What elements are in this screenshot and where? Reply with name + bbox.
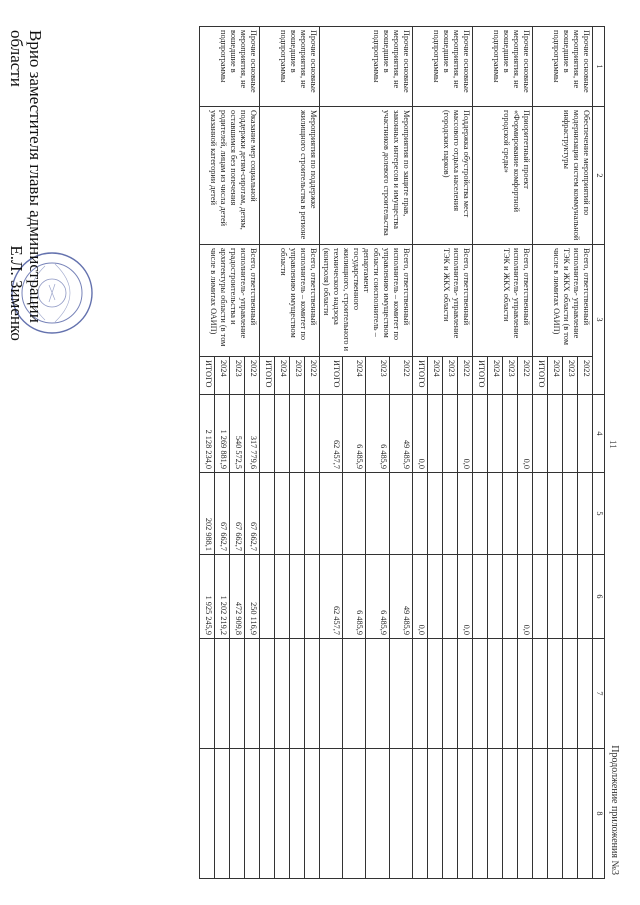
- total-cell: 62 457,7: [320, 395, 343, 473]
- category-cell: Прочие основные мероприятия, не вошедшие в подпрограммы: [260, 27, 320, 107]
- col7-cell: [230, 639, 245, 749]
- col8-cell: [548, 749, 563, 879]
- year-cell: 2022: [389, 357, 412, 395]
- signature-title-cont: области: [7, 30, 26, 87]
- year-cell: 2022: [518, 357, 533, 395]
- regional-cell: 6 485,9: [343, 555, 366, 639]
- regional-cell: 6 485,9: [366, 555, 389, 639]
- regional-cell: 250 116,9: [245, 555, 260, 639]
- year-cell: 2024: [428, 357, 443, 395]
- year-cell: 2022: [578, 357, 593, 395]
- regional-cell: [473, 555, 488, 639]
- col8-cell: [413, 749, 428, 879]
- federal-cell: [428, 473, 443, 555]
- col8-cell: [563, 749, 578, 879]
- event-cell: Мероприятия по поддержке жилищного строительства в регионе: [260, 107, 320, 245]
- signature-title: Врио заместителя главы администрации: [26, 30, 45, 323]
- col8-cell: [578, 749, 593, 879]
- col7-cell: [305, 639, 320, 749]
- federal-cell: [488, 473, 503, 555]
- regional-cell: [578, 555, 593, 639]
- col7-cell: [215, 639, 230, 749]
- col8-cell: [458, 749, 473, 879]
- col7-cell: [518, 639, 533, 749]
- year-cell: 2023: [443, 357, 458, 395]
- total-cell: [428, 395, 443, 473]
- year-cell: ИТОГО: [200, 357, 215, 395]
- total-cell: [443, 395, 458, 473]
- regional-cell: 1 925 245,9: [200, 555, 215, 639]
- signature-name: Е.Л. Зименко: [7, 245, 26, 341]
- event-cell: Мероприятия по защите прав, законных интересов и имущества участников долевого строительства: [320, 107, 413, 245]
- federal-cell: [443, 473, 458, 555]
- col8-cell: [215, 749, 230, 879]
- col8-cell: [320, 749, 343, 879]
- year-cell: 2023: [290, 357, 305, 395]
- col7-cell: [413, 639, 428, 749]
- col8-cell: [275, 749, 290, 879]
- event-cell: Приоритетный проект «Формирование комфортной городской среды»: [473, 107, 533, 245]
- total-cell: 0,0: [518, 395, 533, 473]
- year-cell: 2024: [548, 357, 563, 395]
- col-header: 3: [593, 245, 605, 395]
- total-cell: 317 779,6: [245, 395, 260, 473]
- regional-cell: 0,0: [458, 555, 473, 639]
- executor-cell: Всего, ответственный исполнитель- управление ТЭК и ЖКХ области (в том числе в лимитах ОАИП): [533, 245, 593, 357]
- total-cell: 6 485,9: [366, 395, 389, 473]
- col7-cell: [548, 639, 563, 749]
- regional-cell: 0,0: [518, 555, 533, 639]
- federal-cell: [503, 473, 518, 555]
- total-cell: 0,0: [458, 395, 473, 473]
- col-header: 8: [593, 749, 605, 879]
- regional-cell: 0,0: [413, 555, 428, 639]
- federal-cell: [518, 473, 533, 555]
- col8-cell: [443, 749, 458, 879]
- federal-cell: [320, 473, 343, 555]
- federal-cell: [413, 473, 428, 555]
- table-row: [389, 27, 412, 879]
- total-cell: [578, 395, 593, 473]
- total-cell: [290, 395, 305, 473]
- table-row: [518, 27, 533, 879]
- col8-cell: [428, 749, 443, 879]
- col8-cell: [245, 749, 260, 879]
- total-cell: 49 485,9: [389, 395, 412, 473]
- executor-cell: Всего, ответственный исполнитель – комитет по управлению имуществом области: [260, 245, 320, 357]
- regional-cell: [488, 555, 503, 639]
- regional-cell: [548, 555, 563, 639]
- col7-cell: [245, 639, 260, 749]
- col8-cell: [473, 749, 488, 879]
- col-header: 6: [593, 555, 605, 639]
- year-cell: ИТОГО: [320, 357, 343, 395]
- table-row: [245, 27, 260, 879]
- year-cell: 2024: [343, 357, 366, 395]
- col7-cell: [389, 639, 412, 749]
- col8-cell: [200, 749, 215, 879]
- year-cell: 2024: [488, 357, 503, 395]
- total-cell: [473, 395, 488, 473]
- year-cell: ИТОГО: [413, 357, 428, 395]
- federal-cell: [260, 473, 275, 555]
- column-number-row: [593, 27, 605, 879]
- year-cell: ИТОГО: [473, 357, 488, 395]
- regional-cell: 62 457,7: [320, 555, 343, 639]
- col-header: 4: [593, 395, 605, 473]
- col8-cell: [518, 749, 533, 879]
- total-cell: [305, 395, 320, 473]
- col7-cell: [488, 639, 503, 749]
- federal-cell: 202 988,1: [200, 473, 215, 555]
- event-cell: Поддержка обустройства мест массового отдыха населения (городских парков): [413, 107, 473, 245]
- col7-cell: [260, 639, 275, 749]
- category-cell: Прочие основные мероприятия, не вошедшие в подпрограммы: [533, 27, 593, 107]
- federal-cell: 67 662,7: [245, 473, 260, 555]
- federal-cell: [389, 473, 412, 555]
- col-header: 5: [593, 473, 605, 555]
- col8-cell: [230, 749, 245, 879]
- event-cell: Оказание мер социальной поддержки детям-сиротам, детям, оставшимся без попечения родителей, лицам из числа детей указанной категории детей: [200, 107, 260, 245]
- total-cell: [260, 395, 275, 473]
- col-header: 1: [593, 27, 605, 107]
- regional-cell: [290, 555, 305, 639]
- total-cell: 540 572,5: [230, 395, 245, 473]
- page-number: 11: [608, 440, 618, 449]
- col8-cell: [290, 749, 305, 879]
- continuation-note: Продолжение приложения №3: [609, 745, 620, 875]
- col7-cell: [443, 639, 458, 749]
- total-cell: [503, 395, 518, 473]
- federal-cell: 67 662,7: [230, 473, 245, 555]
- regional-cell: [443, 555, 458, 639]
- col8-cell: [260, 749, 275, 879]
- col8-cell: [488, 749, 503, 879]
- col8-cell: [343, 749, 366, 879]
- col-header: 2: [593, 107, 605, 245]
- year-cell: 2022: [245, 357, 260, 395]
- federal-cell: [305, 473, 320, 555]
- col7-cell: [428, 639, 443, 749]
- table-row: [305, 27, 320, 879]
- col-header: 7: [593, 639, 605, 749]
- col7-cell: [563, 639, 578, 749]
- regional-cell: [260, 555, 275, 639]
- category-cell: Прочие основные мероприятия, не вошедшие в подпрограммы: [320, 27, 413, 107]
- federal-cell: 67 662,7: [215, 473, 230, 555]
- year-cell: 2023: [503, 357, 518, 395]
- regional-cell: [428, 555, 443, 639]
- executor-cell: Всего, ответственный исполнитель- управление ТЭК и ЖКХ области: [473, 245, 533, 357]
- year-cell: 2023: [563, 357, 578, 395]
- regional-cell: [305, 555, 320, 639]
- regional-cell: [563, 555, 578, 639]
- federal-cell: [343, 473, 366, 555]
- federal-cell: [458, 473, 473, 555]
- total-cell: [275, 395, 290, 473]
- category-cell: Прочие основные мероприятия, не вошедшие в подпрограммы: [200, 27, 260, 107]
- year-cell: 2022: [305, 357, 320, 395]
- total-cell: [533, 395, 548, 473]
- year-cell: 2024: [275, 357, 290, 395]
- executor-cell: Всего, ответственный исполнитель- управление ТЭК и ЖКХ области: [413, 245, 473, 357]
- table-row: [458, 27, 473, 879]
- federal-cell: [473, 473, 488, 555]
- federal-cell: [275, 473, 290, 555]
- col7-cell: [275, 639, 290, 749]
- regional-cell: [275, 555, 290, 639]
- total-cell: [548, 395, 563, 473]
- col8-cell: [533, 749, 548, 879]
- col8-cell: [305, 749, 320, 879]
- year-cell: 2023: [230, 357, 245, 395]
- year-cell: 2023: [366, 357, 389, 395]
- total-cell: 6 485,9: [343, 395, 366, 473]
- col7-cell: [578, 639, 593, 749]
- category-cell: Прочие основные мероприятия, не вошедшие в подпрограммы: [413, 27, 473, 107]
- year-cell: 2022: [458, 357, 473, 395]
- year-cell: ИТОГО: [533, 357, 548, 395]
- total-cell: 0,0: [413, 395, 428, 473]
- col7-cell: [320, 639, 343, 749]
- executor-cell: Всего, ответственный исполнитель- управление градостроительства и архитектуры области (в том числе в лимитах ОАИП): [200, 245, 260, 357]
- regional-cell: [533, 555, 548, 639]
- regional-cell: 49 485,9: [389, 555, 412, 639]
- signature-line-2: [7, 30, 26, 341]
- table-row: [578, 27, 593, 879]
- federal-cell: [290, 473, 305, 555]
- program-table: [199, 26, 605, 879]
- total-cell: 1 269 881,9: [215, 395, 230, 473]
- event-cell: Обеспечение мероприятий по модернизации систем коммунальной инфраструктуры: [533, 107, 593, 245]
- total-cell: 2 128 234,0: [200, 395, 215, 473]
- total-cell: [563, 395, 578, 473]
- category-cell: Прочие основные мероприятия, не вошедшие в подпрограммы: [473, 27, 533, 107]
- total-cell: [488, 395, 503, 473]
- col7-cell: [343, 639, 366, 749]
- year-cell: 2024: [215, 357, 230, 395]
- regional-cell: 1 202 219,2: [215, 555, 230, 639]
- col7-cell: [458, 639, 473, 749]
- regional-cell: [503, 555, 518, 639]
- federal-cell: [548, 473, 563, 555]
- executor-cell: Всего, ответственный исполнитель – комитет по управлению имуществом области соисполнитель – департамент государственного жилищного, строительного и технического надзора (контроля) области: [320, 245, 413, 357]
- col8-cell: [389, 749, 412, 879]
- col7-cell: [473, 639, 488, 749]
- col8-cell: [366, 749, 389, 879]
- federal-cell: [533, 473, 548, 555]
- col7-cell: [366, 639, 389, 749]
- regional-cell: 472 909,8: [230, 555, 245, 639]
- federal-cell: [578, 473, 593, 555]
- federal-cell: [563, 473, 578, 555]
- year-cell: ИТОГО: [260, 357, 275, 395]
- col7-cell: [533, 639, 548, 749]
- col7-cell: [290, 639, 305, 749]
- col8-cell: [503, 749, 518, 879]
- signature-block: [7, 30, 45, 341]
- federal-cell: [366, 473, 389, 555]
- col7-cell: [200, 639, 215, 749]
- col7-cell: [503, 639, 518, 749]
